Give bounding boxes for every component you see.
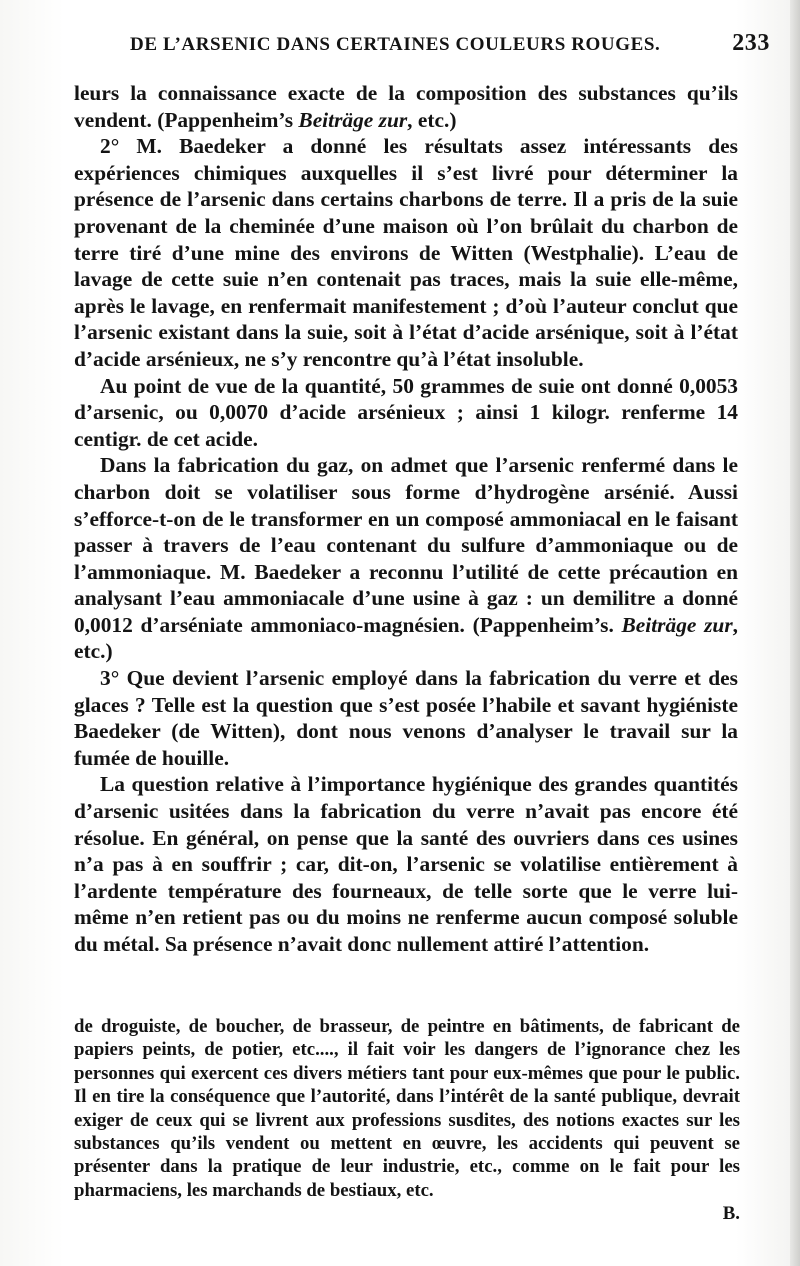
main-text xyxy=(74,80,738,958)
paragraph: La question relative à l’importance hygiénique des grandes quantités d’arsenic usitées dans la fabrication du verre n’avait pas encore été résolue. En général, on pense que la santé des ouvriers dans ces usines n’a pas à en souffrir ; car, dit-on, l’arsenic se volatilise entièrement à l’ardente température des fourneaux, de telle sorte que le verre lui-même n’en retient pas ou du moins ne renferme aucun composé soluble du métal. Sa présence n’avait donc nullement attiré l’attention. xyxy=(74,772,738,956)
journal-title: Beiträge zur xyxy=(298,107,408,132)
paragraph: 2° M. Baedeker a donné les résultats assez intéressants des expériences chimiques auxquelles il s’est livré pour déterminer la présence de l’arsenic dans certains charbons de terre. Il a pris de la suie provenant de la cheminée d’une maison où l’on brûlait du charbon de terre tiré d’une mine des environs de Witten (Westphalie). L’eau de lavage de cette suie n’en contenait pas traces, mais la suie elle-même, après le lavage, en renfermait manifestement ; d’où l’auteur conclut que l’arsenic existant dans la suie, soit à l’état d’acide arsénique, soit à l’état d’acide arsénieux, ne s’y rencontre qu’à l’état insoluble. xyxy=(74,134,738,371)
running-header xyxy=(130,30,770,56)
paragraph: Dans la fabrication du gaz, on admet que l’arsenic renfermé dans le charbon doit se volatiliser sous forme d’hydrogène arsénié. Aussi s’efforce-t-on de le transformer en un composé ammoniacal en le faisant passer à travers de l’eau contenant du sulfure d’ammoniaque ou de l’ammoniaque. M. Baedeker a reconnu l’utilité de cette précaution en analysant l’eau ammoniacale d’une usine à gaz : un demilitre a donné 0,0012 d’arséniate ammoniaco-magnésien. (Pappenheim’s. Beiträge zur, etc.) xyxy=(74,453,738,664)
footnote xyxy=(74,1015,740,1226)
paragraph: 3° Que devient l’arsenic employé dans la fabrication du verre et des glaces ? Telle est la question que s’est posée l’habile et savant hygiéniste Baedeker (de Witten), dont nous venons d’analyser le travail sur la fumée de houille. xyxy=(74,666,738,770)
footnote-signature: B. xyxy=(722,1203,740,1225)
paragraph: Au point de vue de la quantité, 50 grammes de suie ont donné 0,0053 d’arsenic, ou 0,0070 d’acide arsénieux ; ainsi 1 kilogr. renferme 14 centigr. de cet acide. xyxy=(74,373,738,451)
paragraph: leurs la connaissance exacte de la composition des substances qu’ils vendent. (Pappenheim’s Beiträge zur, etc.) xyxy=(74,81,738,132)
footnote-signature-row xyxy=(74,1202,740,1225)
footnote-text: de droguiste, de boucher, de brasseur, de peintre en bâtiments, de fabricant de papiers peints, de potier, etc...., il fait voir les dangers de l’ignorance chez les personnes qui exercent ces divers métiers tant pour eux-mêmes que pour le public. Il en tire la conséquence que l’autorité, dans l’intérêt de la santé publique, devrait exiger de ceux qui se livrent aux professions susdites, des notions exactes sur les substances qu’ils vendent ou mettent en œuvre, les accidents qui peuvent se présenter dans la pratique de leur industrie, etc., comme on le fait pour les pharmaciens, les marchands de bestiaux, etc. xyxy=(74,1016,740,1201)
journal-title: Beiträge zur xyxy=(621,612,733,637)
page-edge-shadow xyxy=(790,0,800,1266)
page-number: 233 xyxy=(732,30,770,56)
running-title: DE L’ARSENIC DANS CERTAINES COULEURS ROUGES. xyxy=(130,34,661,55)
